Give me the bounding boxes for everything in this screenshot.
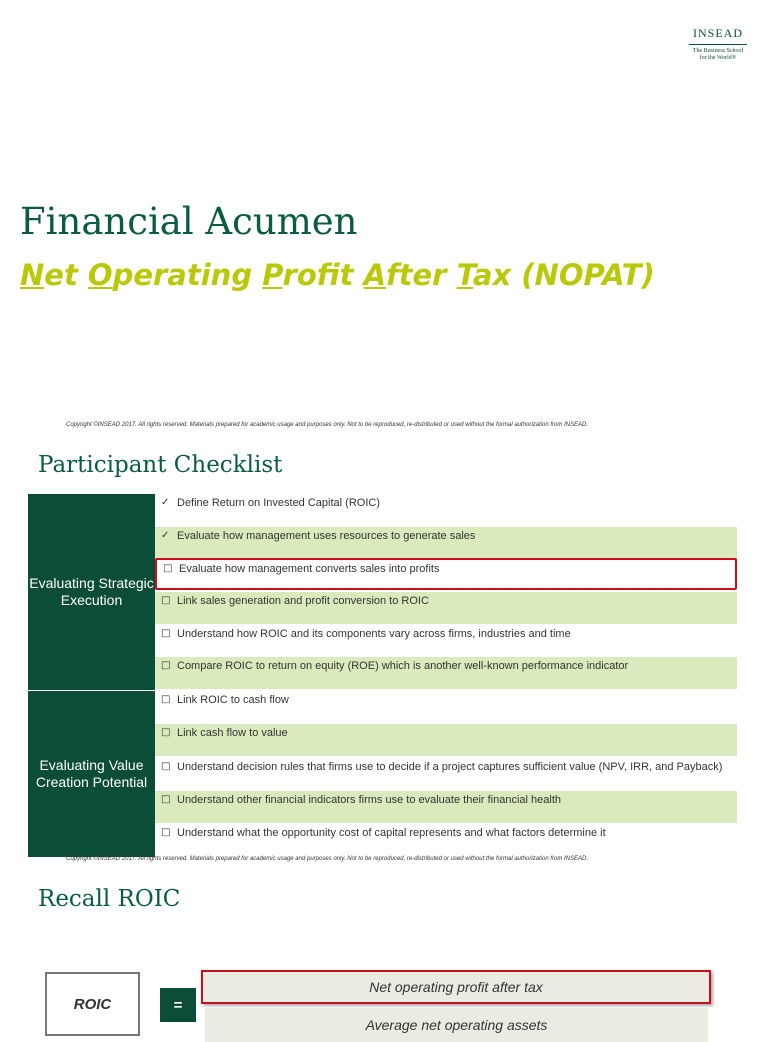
subtitle-initial-o: O <box>87 258 113 292</box>
checkbox-icon: □ <box>161 727 171 738</box>
checklist-item-highlighted <box>155 558 737 590</box>
checklist-item <box>155 824 737 856</box>
checklist-item <box>155 657 737 689</box>
subtitle-rest-p: rofit <box>282 258 364 292</box>
checklist-item <box>155 691 737 723</box>
subtitle-rest-a: fter <box>386 258 457 292</box>
checkbox-icon: □ <box>161 694 171 705</box>
recall-title: Recall ROIC <box>38 886 181 912</box>
roic-label: ROIC <box>73 995 112 1013</box>
roic-term <box>45 972 140 1036</box>
checklist-item-text: Link ROIC to cash flow <box>177 694 289 706</box>
checklist-item <box>155 527 737 559</box>
logo-tagline-2: for the World® <box>699 55 737 61</box>
group-strategic-execution <box>28 494 155 690</box>
checkbox-icon: □ <box>161 660 171 671</box>
checkbox-icon: □ <box>161 761 171 772</box>
checklist-item-text: Evaluate how management converts sales into profits <box>179 563 440 575</box>
checklist-item <box>155 724 737 756</box>
subtitle-rest-t: ax (NOPAT) <box>472 258 655 292</box>
checklist-item <box>155 592 737 624</box>
checklist-item <box>155 625 737 657</box>
equals-sign: = <box>160 988 196 1022</box>
copyright-note: Copyright ©INSEAD 2017. All rights reserved. Materials prepared for academic usage and purposes only. Not to be reproduced, re-distributed or used without the formal authorization from INSEAD. <box>66 856 589 862</box>
checklist-item-text: Define Return on Invested Capital (ROIC) <box>177 497 380 509</box>
checklist-item-text: Compare ROIC to return on equity (ROE) which is another well-known performance indicator <box>177 660 629 672</box>
insead-logo <box>668 26 768 62</box>
checkbox-icon: □ <box>163 563 173 574</box>
subtitle-initial-t: T <box>456 258 473 292</box>
checklist-item <box>155 494 737 526</box>
checklist-item <box>155 791 737 823</box>
recall-roic-slide <box>0 870 768 1033</box>
subtitle-initial-n: N <box>20 258 45 292</box>
subtitle-initial-a: A <box>363 258 387 292</box>
slide-title: Financial Acumen <box>20 200 358 243</box>
logo-tagline-1: The Business School <box>692 48 744 54</box>
checklist-item-text: Understand what the opportunity cost of capital represents and what factors determine it <box>177 827 606 839</box>
checklist-item <box>155 758 737 790</box>
checkbox-icon: □ <box>161 827 171 838</box>
checklist-item-text: Understand other financial indicators firms use to evaluate their financial health <box>177 794 561 806</box>
subtitle-initial-p: P <box>262 258 283 292</box>
formula-numerator: Net operating profit after tax <box>201 970 711 1004</box>
checklist-item-text: Understand decision rules that firms use to decide if a project captures sufficient value (NPV, IRR, and Payback) <box>177 761 723 773</box>
logo-rule <box>689 44 747 45</box>
check-icon: ✓ <box>161 497 170 508</box>
checkbox-icon: □ <box>161 794 171 805</box>
checkbox-icon: □ <box>161 628 171 639</box>
group-label: Evaluating Strategic Execution <box>29 575 154 608</box>
checklist-item-text: Evaluate how management uses resources to generate sales <box>177 530 476 542</box>
group-label: Evaluating Value Creation Potential <box>35 757 148 790</box>
checklist-item-text: Link sales generation and profit conversion to ROIC <box>177 595 429 607</box>
checkbox-icon: □ <box>161 595 171 606</box>
copyright-note: Copyright ©INSEAD 2017. All rights reserved. Materials prepared for academic usage and purposes only. Not to be reproduced, re-distributed or used without the formal authorization from INSEAD. <box>66 422 589 428</box>
checklist-title: Participant Checklist <box>38 452 283 478</box>
subtitle-rest-o: perating <box>112 258 263 292</box>
logo-name: INSEAD <box>693 26 743 40</box>
slide-subtitle <box>20 258 655 292</box>
checklist-item-text: Link cash flow to value <box>177 727 288 739</box>
title-slide <box>0 0 768 430</box>
checklist-item-text: Understand how ROIC and its components vary across firms, industries and time <box>177 628 571 640</box>
checklist-slide <box>0 440 768 865</box>
formula-denominator: Average net operating assets <box>205 1008 708 1042</box>
subtitle-rest-n: et <box>44 258 88 292</box>
check-icon: ✓ <box>161 530 170 541</box>
group-value-creation <box>28 691 155 857</box>
